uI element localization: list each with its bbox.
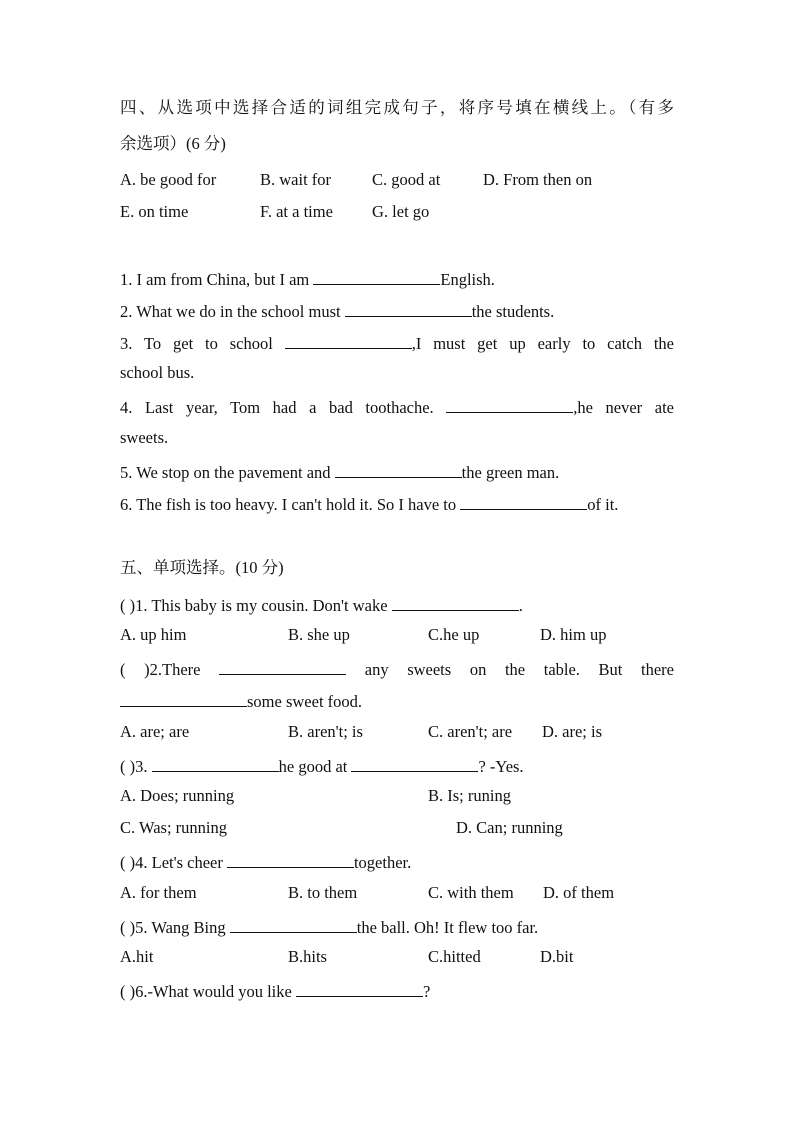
question-text: of it. (587, 495, 619, 514)
mc3-option-a[interactable]: A. Does; running (120, 786, 235, 805)
answer-blank[interactable] (345, 299, 472, 317)
fill-question-2 (120, 299, 554, 322)
mc1-option-a[interactable]: A. up him (120, 625, 187, 644)
mc-question-3 (120, 754, 524, 777)
question-text: ( )5. Wang Bing (120, 918, 230, 937)
question-text: . (518, 596, 523, 615)
mc-question-1 (120, 593, 523, 616)
option-c: C. good at (372, 170, 441, 189)
answer-blank[interactable] (351, 754, 478, 772)
answer-blank[interactable] (313, 267, 440, 285)
mc3-option-d[interactable]: D. Can; running (456, 818, 563, 837)
section4-title-line1: 四、从选项中选择合适的词组完成句子，将序号填在横线上。（有多 (120, 98, 674, 117)
mc2-option-d[interactable]: D. are; is (542, 722, 603, 741)
mc5-option-a[interactable]: A.hit (120, 947, 154, 966)
mc3-option-b[interactable]: B. Is; runing (428, 786, 511, 805)
mc2-option-a[interactable]: A. are; are (120, 722, 190, 741)
question-text: 1. I am from China, but I am (120, 270, 314, 289)
mc-question-6 (120, 979, 430, 1002)
mc-question-2-cont (120, 689, 362, 712)
question-text: together. (353, 853, 412, 872)
question-text: ? (422, 982, 431, 1001)
fill-question-3 (120, 331, 674, 354)
section5-title: 五、单项选择。(10 分) (120, 558, 284, 577)
question-text: ,I must get up early to catch the (411, 334, 675, 353)
answer-blank[interactable] (460, 492, 587, 510)
fill-question-6 (120, 492, 618, 515)
fill-question-1 (120, 267, 495, 290)
answer-blank[interactable] (285, 331, 412, 349)
question-text: some sweet food. (247, 692, 363, 711)
question-text: 5. We stop on the pavement and (120, 463, 335, 482)
answer-blank[interactable] (335, 460, 462, 478)
mc4-option-a[interactable]: A. for them (120, 883, 197, 902)
section4-title-line2: 余选项）(6 分) (120, 134, 226, 153)
answer-blank[interactable] (446, 395, 573, 413)
question-text: he good at (278, 757, 352, 776)
answer-blank[interactable] (219, 657, 346, 675)
question-text: ( )6.-What would you like (120, 982, 296, 1001)
option-g: G. let go (372, 202, 430, 221)
mc4-option-b[interactable]: B. to them (288, 883, 358, 902)
question-text: 6. The fish is too heavy. I can't hold it. So I have to (120, 495, 461, 514)
mc-question-4 (120, 850, 411, 873)
question-text: ( )3. (120, 757, 152, 776)
fill-question-3-cont: school bus. (120, 363, 195, 382)
answer-blank[interactable] (392, 593, 519, 611)
answer-blank[interactable] (227, 850, 354, 868)
mc4-option-d[interactable]: D. of them (543, 883, 615, 902)
mc1-option-d[interactable]: D. him up (540, 625, 607, 644)
option-d: D. From then on (483, 170, 593, 189)
question-text: ? -Yes. (478, 757, 524, 776)
answer-blank[interactable] (230, 915, 357, 933)
mc2-option-b[interactable]: B. aren't; is (288, 722, 363, 741)
question-text: ( )1. This baby is my cousin. Don't wake (120, 596, 392, 615)
mc-question-2 (120, 657, 674, 680)
question-text: 2. What we do in the school must (120, 302, 345, 321)
question-text: the students. (471, 302, 555, 321)
question-text: the ball. Oh! It flew too far. (356, 918, 539, 937)
option-f: F. at a time (260, 202, 333, 221)
mc-question-5 (120, 915, 538, 938)
fill-question-4-cont: sweets. (120, 428, 169, 447)
question-text: ,he never ate (573, 398, 674, 417)
mc3-option-c[interactable]: C. Was; running (120, 818, 227, 837)
answer-blank[interactable] (120, 689, 247, 707)
option-b: B. wait for (260, 170, 332, 189)
mc1-option-c[interactable]: C.he up (428, 625, 480, 644)
question-text: 4. Last year, Tom had a bad toothache. (120, 398, 447, 417)
mc2-option-c[interactable]: C. aren't; are (428, 722, 513, 741)
option-a: A. be good for (120, 170, 217, 189)
question-text: 3. To get to school (120, 334, 285, 353)
mc5-option-c[interactable]: C.hitted (428, 947, 481, 966)
question-text: English. (440, 270, 495, 289)
question-text: any sweets on the table. But there (346, 660, 674, 679)
mc5-option-d[interactable]: D.bit (540, 947, 574, 966)
option-e: E. on time (120, 202, 189, 221)
mc5-option-b[interactable]: B.hits (288, 947, 327, 966)
mc1-option-b[interactable]: B. she up (288, 625, 350, 644)
answer-blank[interactable] (152, 754, 279, 772)
fill-question-4 (120, 395, 674, 418)
answer-blank[interactable] (296, 979, 423, 997)
mc4-option-c[interactable]: C. with them (428, 883, 514, 902)
question-text: ( )4. Let's cheer (120, 853, 227, 872)
fill-question-5 (120, 460, 559, 483)
question-text: ( )2.There (120, 660, 220, 679)
question-text: the green man. (461, 463, 560, 482)
